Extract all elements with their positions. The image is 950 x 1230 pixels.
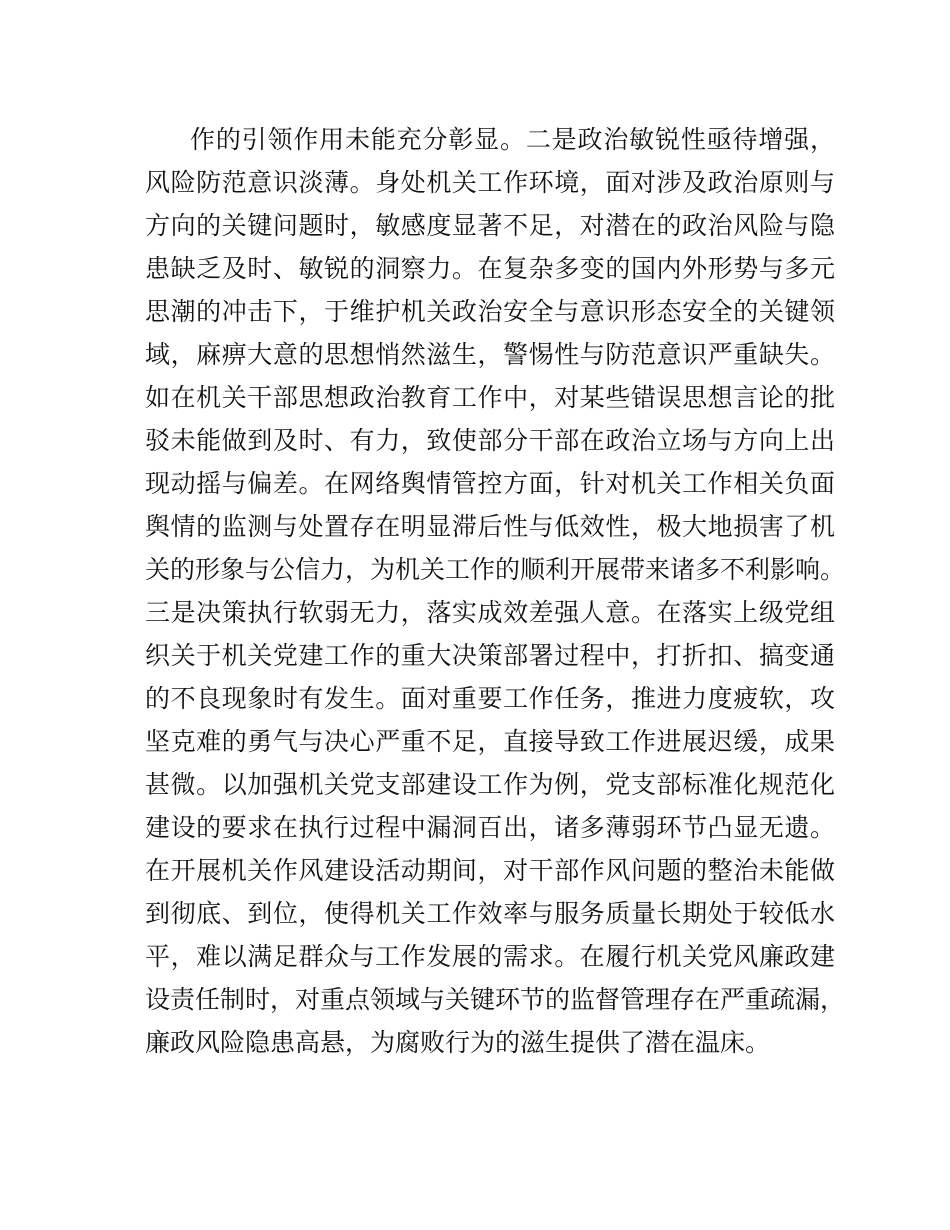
text-line: 设责任制时，对重点领域与关键环节的监督管理存在严重疏漏，: [145, 985, 846, 1014]
text-line: 方向的关键问题时，敏感度显著不足，对潜在的政治风险与隐: [145, 211, 835, 240]
text-line: 平，难以满足群众与工作发展的需求。在履行机关党风廉政建: [145, 942, 835, 971]
document-body: [145, 118, 846, 1064]
text-line: 舆情的监测与处置存在明显滞后性与低效性，极大地损害了机: [145, 512, 835, 541]
text-line: 到彻底、到位，使得机关工作效率与服务质量长期处于较低水: [145, 899, 835, 928]
text-line: 关的形象与公信力，为机关工作的顺利开展带来诸多不利影响。: [145, 555, 846, 584]
text-line: 织关于机关党建工作的重大决策部署过程中，打折扣、搞变通: [145, 641, 835, 670]
text-line: 如在机关干部思想政治教育工作中，对某些错误思想言论的批: [145, 383, 835, 412]
text-line: 域，麻痹大意的思想悄然滋生，警惕性与防范意识严重缺失。: [145, 340, 835, 369]
text-line: 患缺乏及时、敏锐的洞察力。在复杂多变的国内外形势与多元: [145, 254, 835, 283]
text-line: 的不良现象时有发生。面对重要工作任务，推进力度疲软，攻: [145, 684, 835, 713]
text-line: 现动摇与偏差。在网络舆情管控方面，针对机关工作相关负面: [145, 469, 835, 498]
text-line: 三是决策执行软弱无力，落实成效差强人意。在落实上级党组: [145, 598, 835, 627]
text-line: 思潮的冲击下，于维护机关政治安全与意识形态安全的关键领: [145, 297, 835, 326]
text-line: 坚克难的勇气与决心严重不足，直接导致工作进展迟缓，成果: [145, 727, 835, 756]
text-line: 在开展机关作风建设活动期间，对干部作风问题的整治未能做: [145, 856, 835, 885]
text-line: 甚微。以加强机关党支部建设工作为例，党支部标准化规范化: [145, 770, 835, 799]
text-line: 廉政风险隐患高悬，为腐败行为的滋生提供了潜在温床。: [145, 1028, 771, 1057]
text-line: 风险防范意识淡薄。身处机关工作环境，面对涉及政治原则与: [145, 168, 835, 197]
text-line: 驳未能做到及时、有力，致使部分干部在政治立场与方向上出: [145, 426, 835, 455]
text-line: 建设的要求在执行过程中漏洞百出，诸多薄弱环节凸显无遗。: [145, 813, 835, 842]
text-line: 作的引领作用未能充分彰显。二是政治敏锐性亟待增强，: [190, 125, 835, 154]
